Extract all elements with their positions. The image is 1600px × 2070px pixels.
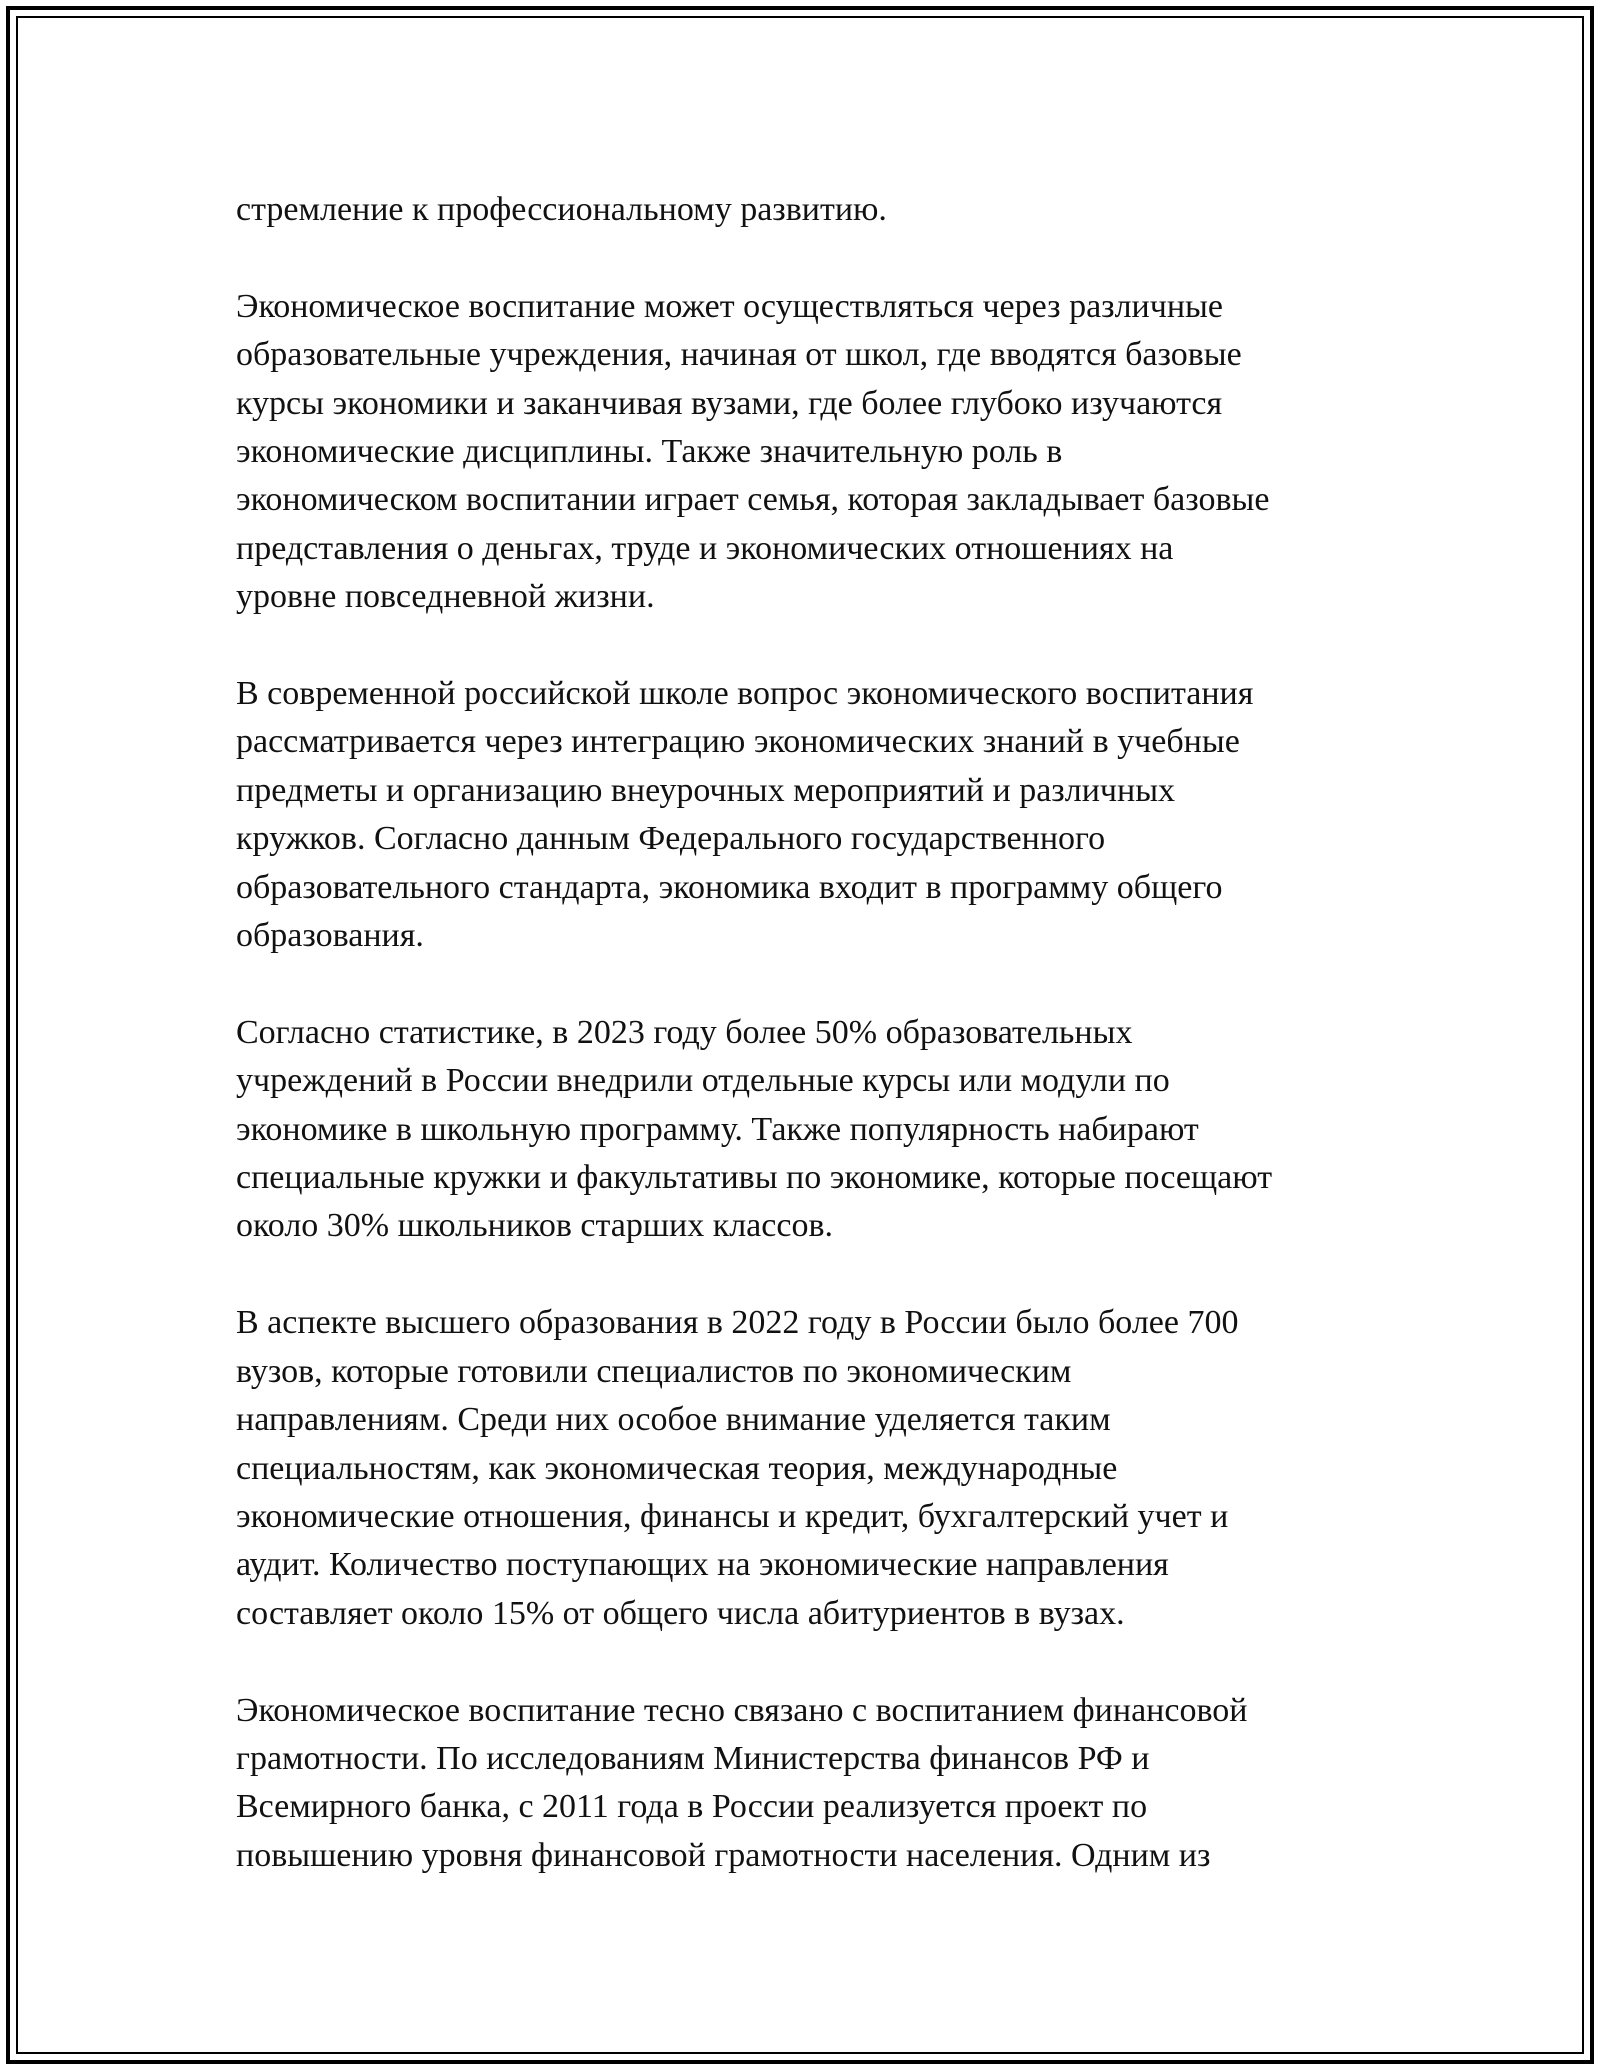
paragraph-2: Экономическое воспитание может осуществляться через различные образовательные учреждения, начиная от школ, где вводятся базовые курсы экономики и заканчивая вузами, где более глубоко изучаются экономические дисциплины. Также значительную роль в экономическом воспитании играет семья, которая закладывает базовые представления о деньгах, труде и экономических отношениях на уровне повседневной жизни. xyxy=(236,287,1270,616)
paragraph-1: стремление к профессиональному развитию. xyxy=(236,191,887,228)
document-body xyxy=(236,186,1386,1929)
paragraph-5: В аспекте высшего образования в 2022 году в России было более 700 вузов, которые готовили специалистов по экономическим направлениям. Среди них особое внимание уделяется таким специальностям, как экономическая теория, международные экономические отношения, финансы и кредит, бухгалтерский учет и аудит. Количество поступающих на экономические направления составляет около 15% от общего числа абитуриентов в вузах. xyxy=(236,1304,1239,1632)
paragraph-3: В современной российской школе вопрос экономического воспитания рассматривается через интеграцию экономических знаний в учебные предметы и организацию внеурочных мероприятий и различных кружков. Согласно данным Федерального государственного образовательного стандарта, экономика входит в программу общего образования. xyxy=(236,675,1254,955)
paragraph-4: Согласно статистике, в 2023 году более 50% образовательных учреждений в России внедрили отдельные курсы или модули по экономике в школьную программу. Также популярность набирают специальные кружки и факультативы по экономике, которые посещают около 30% школьников старших классов. xyxy=(236,1013,1273,1245)
paragraph-6: Экономическое воспитание тесно связано с воспитанием финансовой грамотности. По исследованиям Министерства финансов РФ и Всемирного банка, с 2011 года в России реализуется проект по повышению уровня финансовой грамотности населения. Одним из xyxy=(236,1691,1248,1874)
